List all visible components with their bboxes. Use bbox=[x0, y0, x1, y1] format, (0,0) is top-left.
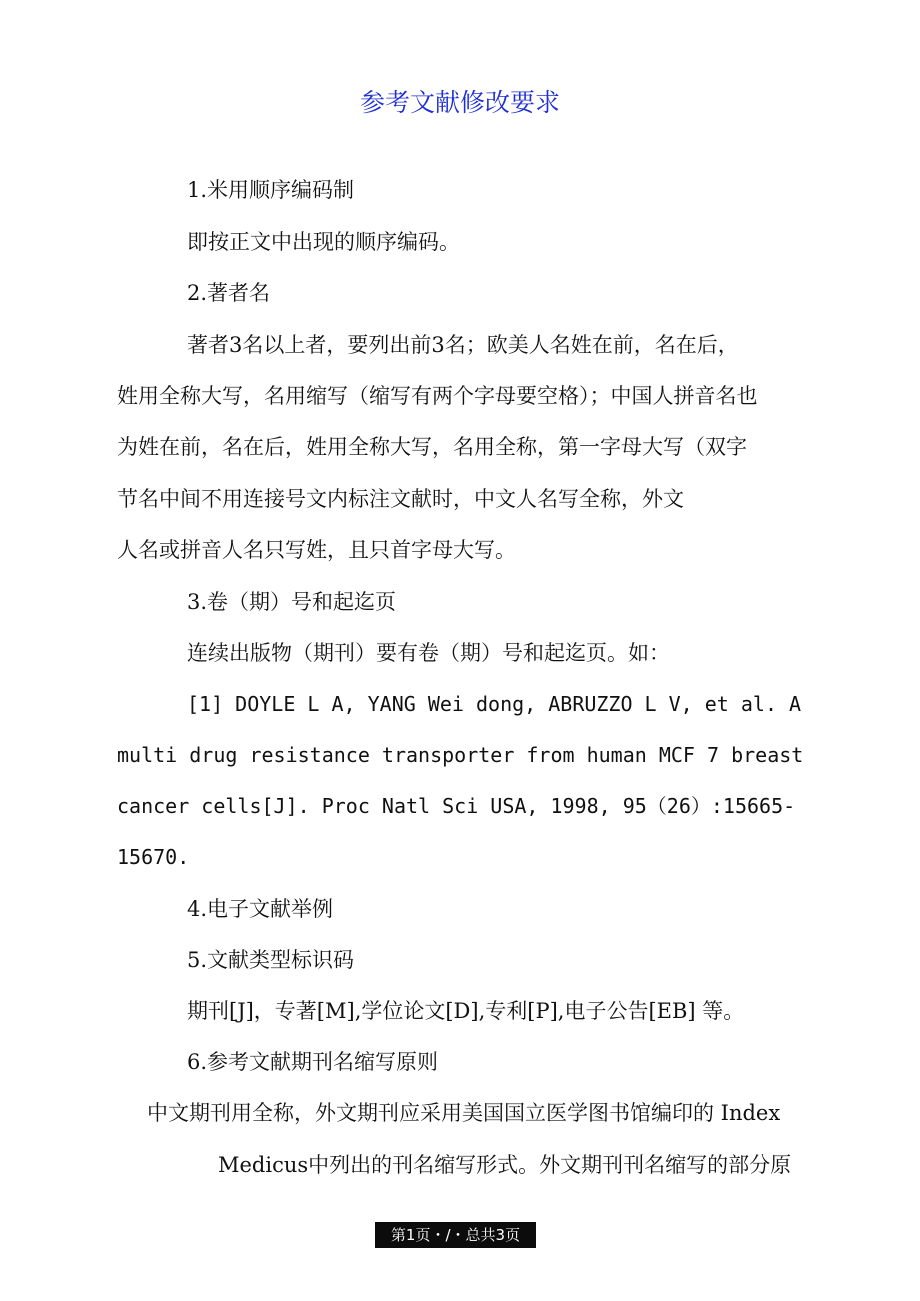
paragraph: 即按正文中出现的顺序编码。 bbox=[187, 230, 460, 254]
heading-author: 2.著者名 bbox=[187, 281, 271, 305]
paragraph: 为姓在前，名在后，姓用全称大写，名用全称，第一字母大写（双字 bbox=[117, 435, 747, 459]
reference-example: cancer cells[J]. Proc Natl Sci USA, 1998, 95（26）:15665- bbox=[117, 794, 796, 818]
paragraph: 连续出版物（期刊）要有卷（期）号和起迄页。如： bbox=[187, 641, 670, 665]
document-title: 参考文献修改要求 bbox=[359, 88, 560, 117]
heading-abbreviation: 6.参考文献期刊名缩写原则 bbox=[187, 1050, 439, 1074]
paragraph: 著者3名以上者，要列出前3名；欧美人名姓在前，名在后， bbox=[187, 333, 739, 357]
reference-example: 15670. bbox=[117, 845, 190, 869]
heading-electronic: 4.电子文献举例 bbox=[187, 897, 334, 921]
paragraph: 中文期刊用全称，外文期刊应采用美国国立医学图书馆编印的 Index bbox=[147, 1101, 781, 1125]
page-indicator: 第1页・/・总共3页 bbox=[375, 1222, 536, 1248]
paragraph: 期刊[J]，专著[M],学位论文[D],专利[P],电子公告[EB] 等。 bbox=[187, 999, 745, 1023]
reference-example: multi drug resistance transporter from human MCF 7 breast bbox=[117, 743, 804, 767]
reference-example: [1] DOYLE L A, YANG Wei dong, ABRUZZO L V, et al. A bbox=[187, 692, 802, 716]
paragraph: 节名中间不用连接号文内标注文献时，中文人名写全称，外文 bbox=[117, 487, 684, 511]
heading-numbering: 1.米用顺序编码制 bbox=[187, 178, 355, 202]
paragraph: Medicus中列出的刊名缩写形式。外文期刊刊名缩写的部分原 bbox=[218, 1153, 792, 1177]
paragraph: 人名或拼音人名只写姓，且只首字母大写。 bbox=[117, 538, 516, 562]
paragraph: 姓用全称大写，名用缩写（缩写有两个字母要空格）；中国人拼音名也 bbox=[117, 384, 758, 408]
heading-volume: 3.卷（期）号和起迄页 bbox=[187, 590, 397, 614]
heading-type-code: 5.文献类型标识码 bbox=[187, 948, 355, 972]
